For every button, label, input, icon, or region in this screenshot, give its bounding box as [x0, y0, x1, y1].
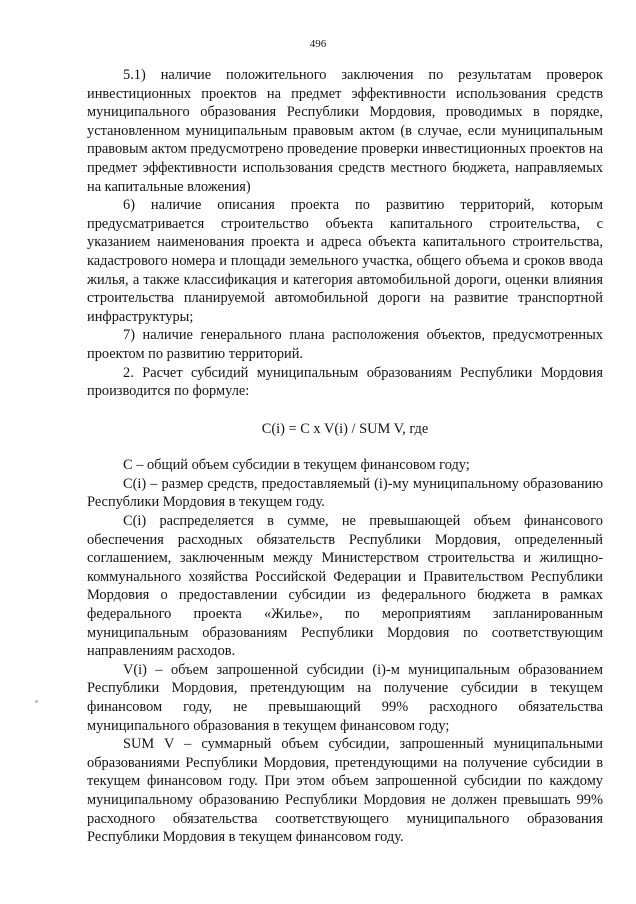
scan-speck: [35, 700, 38, 703]
page-number: 496: [309, 38, 327, 50]
paragraph-6: 6) наличие описания проекта по развитию территорий, которым предусматривается строительство объекта капитального строительства, с указанием наименования проекта и адреса объекта капитального строительства, кадастрового номера и площади земельного участка, общего объема и сроков ввода жилья, а также классификация и категория автомобильной дороги, оценки влияния строительства планируемой автомобильной дороги на развитие транспортной инфраструктуры;: [87, 197, 603, 325]
definition-c-i: C(i) – размер средств, предоставляемый (i)-му муниципальному образованию Республики Мордовия в текущем году.: [87, 475, 603, 511]
definition-c: C – общий объем субсидии в текущем финансовом году;: [123, 457, 470, 474]
paragraph-7: 7) наличие генерального плана расположения объектов, предусмотренных проектом по развитию территорий.: [87, 327, 603, 362]
formula: C(i) = C x V(i) / SUM V, где: [261, 420, 429, 437]
paragraph-2-calculation: 2. Расчет субсидий муниципальным образованиям Республики Мордовия производится по формуле:: [87, 364, 603, 400]
definition-v-i: V(i) – объем запрошенной субсидии (i)-м муниципальным образованием Республики Мордовия, претендующим на получение субсидии в текущем финансовом году, не превышающий 99% расходного обязательства муниципального образования в текущем финансовом году;: [87, 661, 603, 734]
definition-c-i-distribution: C(i) распределяется в сумме, не превышающей объем финансового обеспечения расходных обязательств Республики Мордовия, определенный соглашением, заключенным между Министерством строительства и жилищно-коммунального хозяйства Российской Федерации и Правительством Республики Мордовия о предоставлении субсидии из федерального бюджета в рамках федерального проекта «Жилье», по мероприятиям запланированным муниципальным образованиям Республики Мордовия по соответствующим направлениям расходов.: [87, 513, 603, 660]
paragraph-5-1: 5.1) наличие положительного заключения по результатам проверок инвестиционных проектов на предмет эффективности использования средств муниципального образования Республики Мордовия, проводимых в порядке, установленном муниципальным правовым актом (в случае, если муниципальным правовым актом предусмотрено проведение проверки инвестиционных проектов на предмет эффективности использования средств местного бюджета, направляемых на капитальные вложения): [87, 67, 603, 195]
document-body: [87, 66, 603, 847]
definition-sum-v: SUM V – суммарный объем субсидии, запрошенный муниципальными образованиями Республики Мордовия, претендующими на получение субсидии в текущем финансовом году. При этом объем запрошенной субсидии по каждому муниципальному образованию Республики Мордовия не должен превышать 99% расходного обязательства соответствующего муниципального образования Республики Мордовия в текущем финансовом году.: [87, 736, 603, 846]
